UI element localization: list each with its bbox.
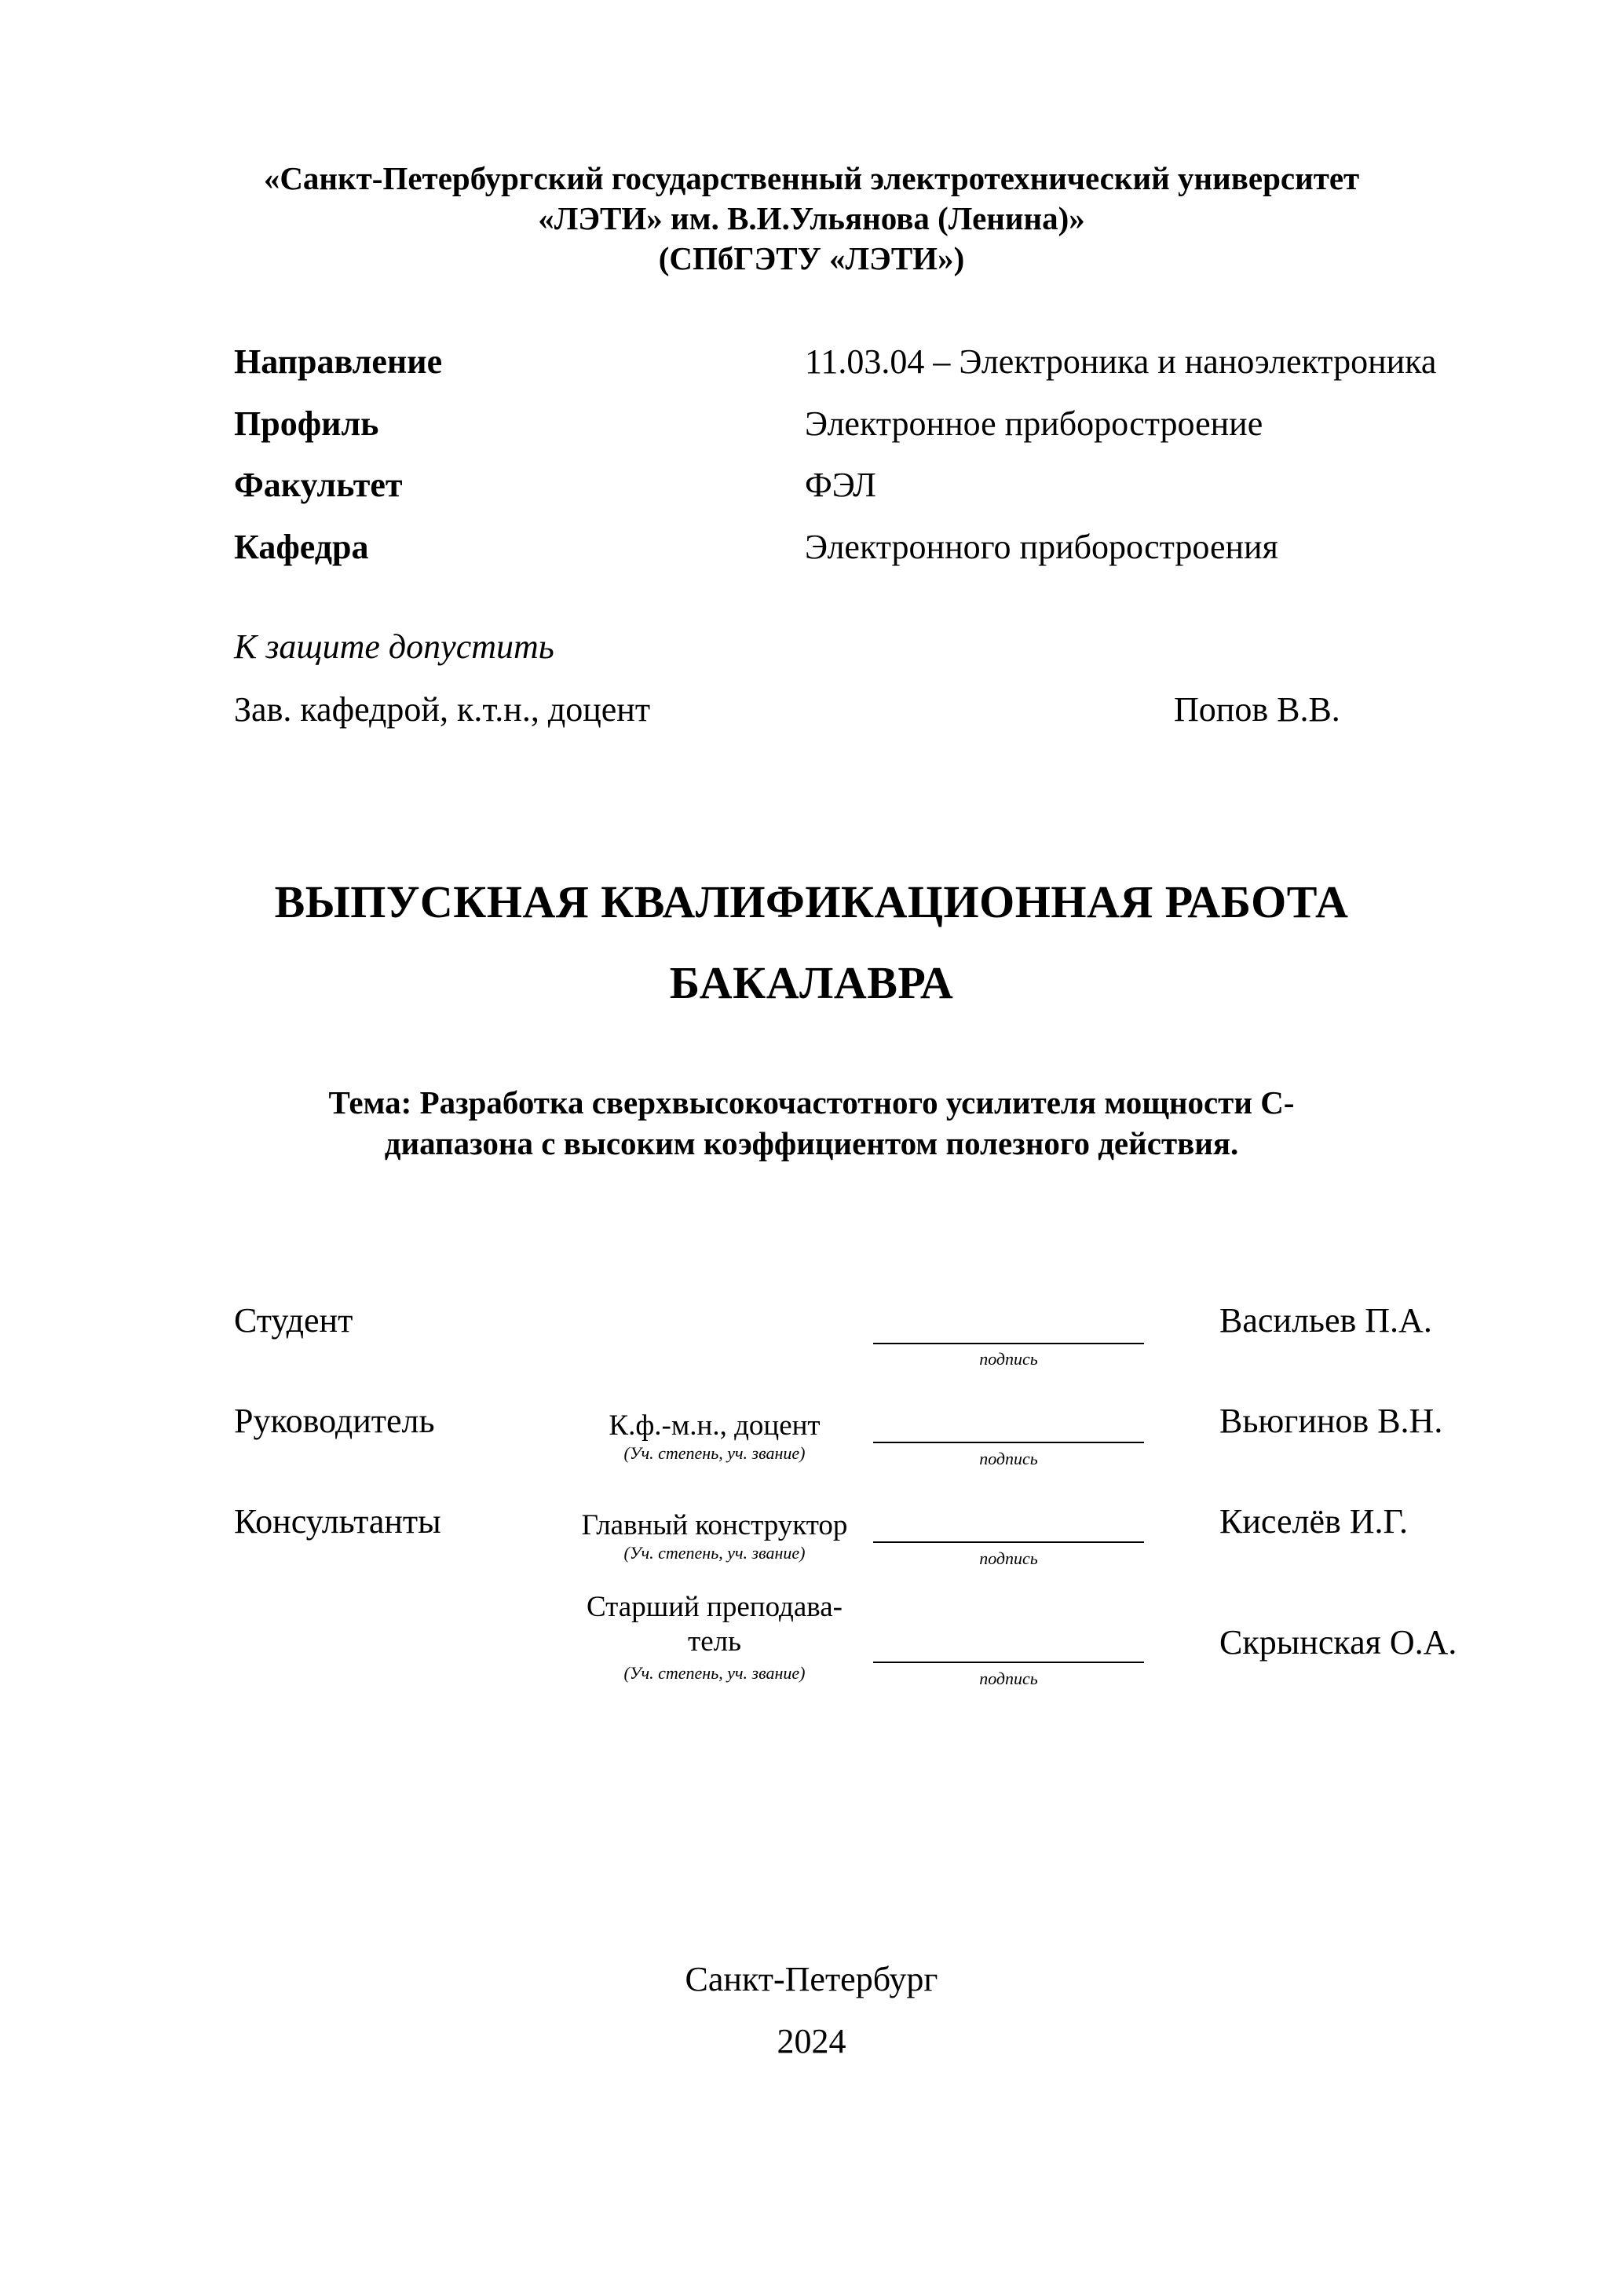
approval-caption: К защите допустить	[234, 627, 554, 666]
signature-name-consultant-2: Скрынская О.А.	[1219, 1623, 1457, 1662]
signature-degree-hint-consultant-2: (Уч. степень, уч. звание)	[623, 1663, 806, 1683]
signature-degree-consultant-1: Главный конструктор	[581, 1509, 848, 1541]
signature-role-supervisor: Руководитель	[234, 1402, 435, 1440]
topic-line1: Тема: Разработка сверхвысокочастотного усилителя мощности С-	[328, 1084, 1295, 1121]
field-value-faculty: ФЭЛ	[805, 466, 876, 504]
signature-degree-consultant-2-line1: Старший преподава-	[586, 1591, 843, 1623]
university-abbreviation: (СПбГЭТУ «ЛЭТИ»)	[658, 240, 965, 276]
signature-name-supervisor: Вьюгинов В.Н.	[1219, 1402, 1443, 1440]
approval-position: Зав. кафедрой, к.т.н., доцент	[234, 690, 651, 729]
signature-degree-consultant-2-line2: тель	[688, 1625, 741, 1658]
footer-year: 2024	[777, 2022, 846, 2060]
signature-hint-student: подпись	[979, 1349, 1038, 1369]
document-title-line2: БАКАЛАВРА	[669, 957, 954, 1008]
field-value-profile: Электронное приборостроение	[805, 404, 1263, 443]
topic-line2: диапазона с высоким коэффициентом полезного действия.	[384, 1125, 1239, 1161]
field-label-profile: Профиль	[234, 404, 379, 443]
signature-line-consultant-1	[873, 1541, 1144, 1543]
signature-hint-supervisor: подпись	[979, 1449, 1038, 1468]
signature-line-student	[873, 1343, 1144, 1344]
signature-degree-hint-consultant-1: (Уч. степень, уч. звание)	[623, 1543, 806, 1563]
field-label-direction: Направление	[234, 342, 443, 381]
signature-role-student: Студент	[234, 1301, 353, 1340]
signature-hint-consultant-2: подпись	[979, 1669, 1038, 1688]
signature-hint-consultant-1: подпись	[979, 1548, 1038, 1568]
field-value-direction: 11.03.04 – Электроника и наноэлектроника	[805, 342, 1437, 381]
signature-line-consultant-2	[873, 1662, 1144, 1663]
signature-degree-hint-supervisor: (Уч. степень, уч. звание)	[623, 1443, 806, 1463]
footer-city: Санкт-Петербург	[685, 1960, 938, 1998]
signature-degree-supervisor: К.ф.-м.н., доцент	[609, 1409, 821, 1442]
signature-name-student: Васильев П.А.	[1219, 1301, 1432, 1340]
university-name-line1: «Санкт-Петербургский государственный электротехнический университет	[263, 160, 1360, 196]
approval-name: Попов В.В.	[1174, 690, 1340, 729]
document-title-line1: ВЫПУСКНАЯ КВАЛИФИКАЦИОННАЯ РАБОТА	[274, 876, 1349, 927]
field-value-department: Электронного приборостроения	[805, 528, 1278, 566]
field-label-department: Кафедра	[234, 528, 369, 566]
signature-line-supervisor	[873, 1442, 1144, 1443]
university-name-line2: «ЛЭТИ» им. В.И.Ульянова (Ленина)»	[538, 200, 1085, 236]
field-label-faculty: Факультет	[234, 466, 403, 504]
signature-role-consultants: Консультанты	[234, 1502, 441, 1541]
signature-name-consultant-1: Киселёв И.Г.	[1219, 1502, 1409, 1541]
